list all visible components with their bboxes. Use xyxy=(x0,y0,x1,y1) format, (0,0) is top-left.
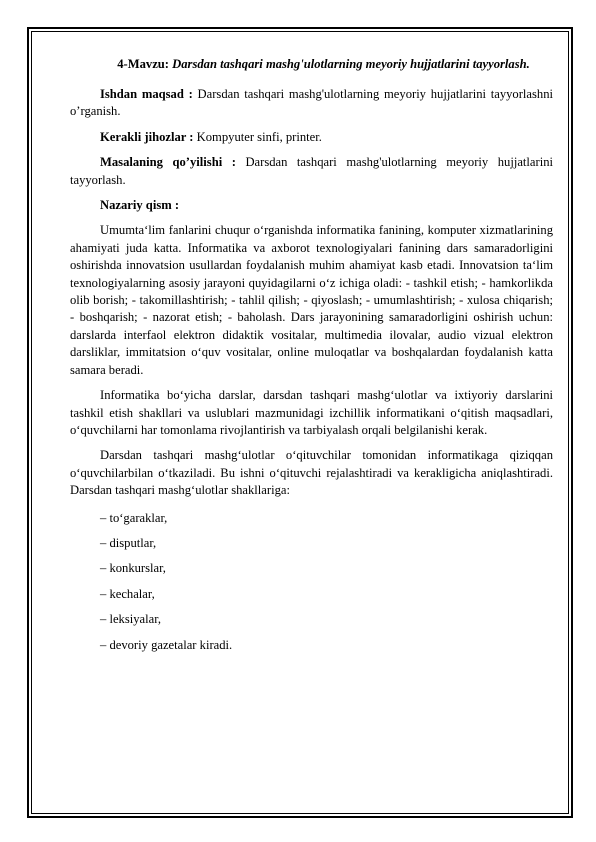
section-task xyxy=(70,154,553,189)
section-goal xyxy=(70,86,553,121)
section-task-heading: Masalaning qo’yilishi : xyxy=(100,155,236,170)
title-label: 4-Mavzu: xyxy=(117,57,169,71)
forms-list xyxy=(70,510,553,654)
body-paragraph: Darsdan tashqari mashg‘ulotlar o‘qituvchilar tomonidan informatikaga qiziqqan o‘quvchilarbilan o‘tkaziladi. Bu ishni o‘qituvchi rejalashtiradi va kerakligicha aniqlashtiradi. Darsdan tashqari mashg‘ulotlar shakllariga: xyxy=(70,448,553,498)
body-paragraph: Informatika bo‘yicha darslar, darsdan tashqari mashg‘ulotlar va ixtiyoriy darslarini tashkil etish shakllari va uslublari mazmunidagi izchillik informatikani o‘qitish maqsadlari, o‘quvchilarni har tomonlama rivojlantirish va tarbiyalash orqali belgilanishi kerak. xyxy=(70,388,553,437)
section-equipment xyxy=(70,129,553,146)
body-paragraph: Umumta‘lim fanlarini chuqur o‘rganishda informatika fanining, komputer xizmatlarining ahamiyati juda katta. Informatika va axborot texnologiyalari fanining dars samaradorligini oshirishda innovatsion usullardan foydalanish muhim ahamiyat kasb etadi. Innovatsion ta‘lim texnologiyalarning asosiy jarayoni quyidagilarni o‘z ichiga oladi: - tashkil etish; - hamkorlikda olib borish; - takomillashtirish; - tahlil qilish; - qiyoslash; - umumlashtirish; - xulosa chiqarish; - boshqarish; - nazorat etish; - baholash. Dars jarayonining samaradorligini oshirish uchun: darslarda interfaol elektron didaktik vositalar, multimedia ilovalar, audio vizual elektron darsliklar, immitatsion o‘quv vositalar, online muloqatlar va boshqalardan foydalanish katta samara beradi. xyxy=(70,223,553,377)
section-theory-heading: Nazariy qism : xyxy=(100,198,180,213)
document-page xyxy=(70,56,553,662)
list-item: – disputlar, xyxy=(100,535,157,550)
list-item: – konkurslar, xyxy=(100,561,166,576)
document-title xyxy=(70,56,553,72)
list-item: – leksiyalar, xyxy=(100,612,162,627)
list-item: – kechalar, xyxy=(100,586,155,601)
section-goal-text: Darsdan tashqari mashg'ulotlarning meyoriy hujjatlarini tayyorlashni o’rganish. xyxy=(70,87,553,119)
section-equipment-text: Kompyuter sinfi, printer. xyxy=(193,129,322,144)
list-item: – devoriy gazetalar kiradi. xyxy=(100,637,233,652)
section-goal-heading: Ishdan maqsad : xyxy=(100,87,193,101)
section-equipment-heading: Kerakli jihozlar : xyxy=(100,129,194,144)
title-topic: Darsdan tashqari mashg'ulotlarning meyoriy hujjatlarini tayyorlash. xyxy=(172,57,530,71)
section-theory xyxy=(70,197,553,214)
list-item: – to‘garaklar, xyxy=(100,510,168,525)
section-task-text: Darsdan tashqari mashg'ulotlarning meyoriy hujjatlarini tayyorlash. xyxy=(70,155,553,187)
